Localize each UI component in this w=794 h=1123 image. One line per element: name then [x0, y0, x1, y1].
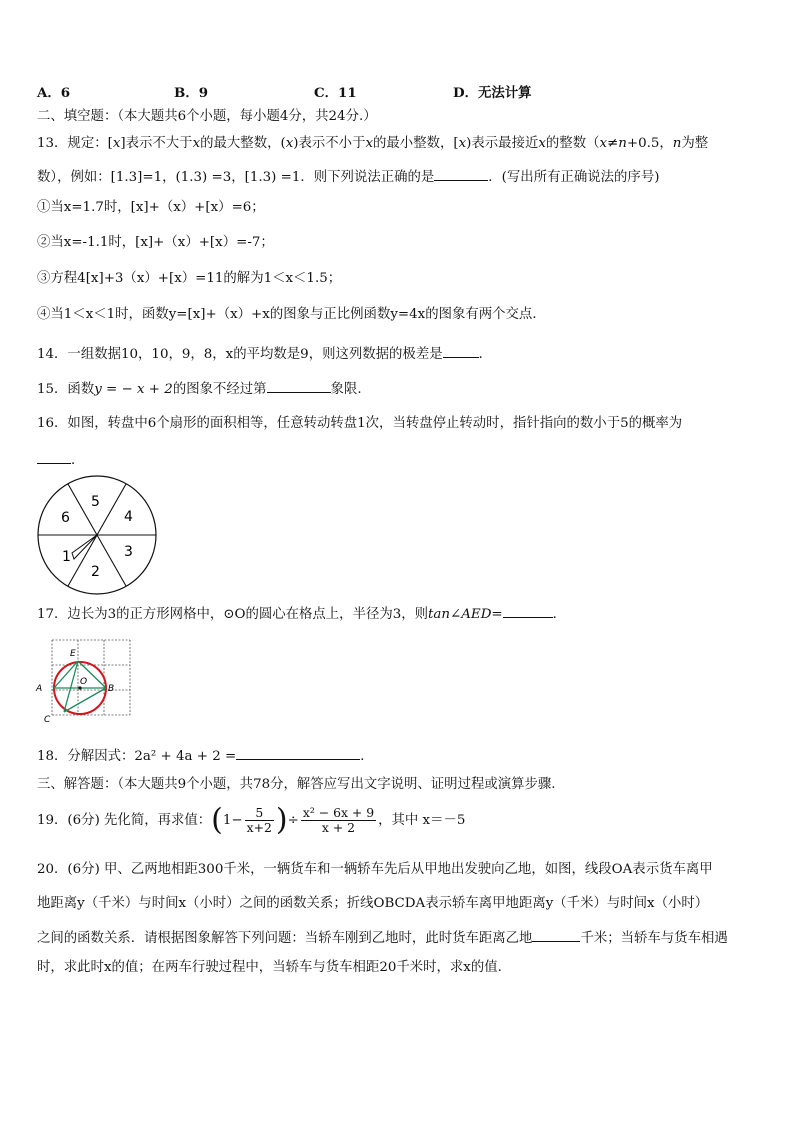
q13-line1: 13．规定：[x]表示不大于x的最大整数，(x)表示不小于x的最小整数，[x)表示最接近x的整数（x≠n+0.5，n为整 — [37, 136, 709, 151]
choice-c: C．11 — [314, 85, 357, 101]
answer-blank[interactable] — [37, 449, 71, 464]
choice-b: B．9 — [174, 85, 209, 101]
sector-label: 1 — [62, 549, 71, 565]
answer-blank[interactable] — [532, 927, 580, 942]
sector-label: 3 — [124, 544, 133, 560]
answer-blank[interactable] — [503, 603, 553, 618]
q20-line4: 时，求此时x的值；在两车行驶过程中，当轿车与货车相距20千米时，求x的值. — [37, 960, 502, 975]
q17: 17．边长为3的正方形网格中，⊙O的圆心在格点上，半径为3，则tan∠AED= ． — [37, 603, 566, 624]
q15-formula: y = − x + 2 — [94, 382, 173, 397]
q20-line3: 之间的函数关系．请根据图象解答下列问题：当轿车刚到乙地时，此时货车距离乙地 千米；当轿车与货车相遇 — [37, 927, 728, 948]
fraction-1: $\frac{5}{x+2}$ — [246, 805, 272, 835]
q16-blank-line: ． — [37, 449, 84, 470]
spinner-pointer — [72, 535, 97, 559]
label-c: C — [44, 715, 51, 724]
choice-d: D．无法计算 — [453, 85, 532, 101]
q20-line1: 20．(6分) 甲、乙两地相距300千米，一辆货车和一辆轿车先后从甲地出发驶向乙地，如图，线段OA表示货车离甲 — [37, 862, 713, 877]
sector-label: 6 — [61, 510, 70, 526]
q19: 19．(6分) 先化简，再求值：(1− $\frac{5}{x+2}$ )÷ $\frac{\text{x² − 6x + 9}}{x + 2}$ ，其中 x＝－5 — [37, 802, 466, 838]
label-o: O — [80, 677, 88, 687]
q13-option-1: ①当x=1.7时，[x]+（x）+[x）=6； — [37, 200, 265, 215]
answer-blank[interactable] — [434, 166, 488, 181]
sector-label: 4 — [124, 509, 133, 525]
section-heading-fill-in: 二、填空题：（本大题共6个小题，每小题4分，共24分.） — [37, 109, 377, 124]
spinner-figure — [36, 474, 160, 598]
label-e: E — [70, 649, 76, 659]
fraction-2: $\frac{\text{x² − 6x + 9}}{x + 2}$ — [302, 805, 375, 835]
answer-choices — [37, 82, 757, 100]
grid-circle-figure — [34, 634, 134, 724]
q13-option-4: ④当1＜x＜1时，函数y=[x]+（x）+x的图象与正比例函数y=4x的图象有两个交点． — [37, 307, 546, 322]
sector-label: 5 — [91, 494, 100, 510]
label-a: A — [36, 684, 43, 694]
q13-option-3: ③方程4[x]+3（x）+[x）=11的解为1＜x＜1.5； — [37, 271, 342, 286]
q15: 15．函数y = − x + 2的图象不经过第 象限. — [37, 378, 362, 399]
q13-option-2: ②当x=-1.1时，[x]+（x）+[x）=-7； — [37, 235, 274, 250]
section-heading-solve: 三、解答题：（本大题共9个小题，共78分，解答应写出文字说明、证明过程或演算步骤. — [37, 777, 556, 792]
answer-blank[interactable] — [443, 343, 479, 358]
q16-text: 16．如图，转盘中6个扇形的面积相等，任意转动转盘1次，当转盘停止转动时，指针指向的数小于5的概率为 — [37, 416, 683, 431]
q18: 18．分解因式：2a² + 4a + 2 = ． — [37, 745, 374, 766]
choice-a: A．6 — [37, 85, 71, 101]
answer-blank[interactable] — [236, 745, 360, 760]
q14: 14．一组数据10，10，9，8，x的平均数是9，则这列数据的极差是 ． — [37, 343, 492, 364]
answer-blank[interactable] — [267, 378, 331, 393]
label-b: B — [108, 684, 115, 694]
q20-line2: 地距离y（千米）与时间x（小时）之间的函数关系；折线OBCDA表示轿车离甲地距离y（千米）与时间x（小时） — [37, 896, 709, 911]
q13-line2: 数），例如：[1.3]=1，(1.3) =3，[1.3) =1．则下列说法正确的是 ．(写出所有正确说法的序号) — [37, 166, 659, 187]
sector-label: 2 — [91, 564, 100, 580]
